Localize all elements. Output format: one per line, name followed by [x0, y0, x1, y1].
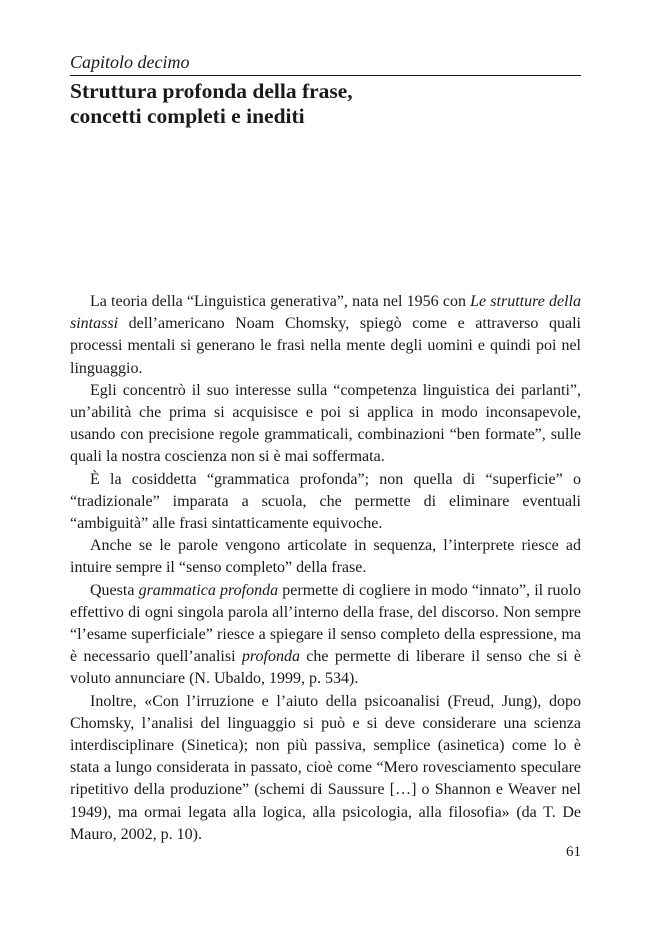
body-paragraph — [70, 291, 581, 380]
text-run: permette di cogliere in modo “innato”, il ruolo effettivo di ogni singola parola all’interno della frase, del discorso. Non sempre “l’esame superficiale” riesce a spiegare il senso completo della espressione, ma è necessario quell’analisi — [70, 581, 582, 666]
body-paragraph — [70, 469, 581, 536]
italic-text: Le strutture della sintassi — [70, 293, 582, 333]
text-run: dell’americano Noam Chomsky, spiegò come e attraverso quali processi mentali si generano le frasi nella mente degli uomini e quindi poi nel linguaggio. — [70, 315, 581, 377]
chapter-title-line: Struttura profonda della frase, — [70, 79, 353, 103]
body-text — [70, 291, 581, 846]
page-number: 61 — [566, 844, 581, 860]
text-run: che permette di liberare il senso che si è voluto annunciare (N. Ubaldo, 1999, p. 534). — [70, 648, 581, 688]
text-run: La teoria della “Linguistica generativa”, nata nel 1956 con — [90, 293, 471, 310]
chapter-label: Capitolo decimo — [70, 52, 190, 72]
body-paragraph — [70, 535, 581, 579]
chapter-title — [70, 79, 581, 129]
italic-text: profonda — [241, 648, 300, 666]
body-paragraph — [70, 580, 581, 691]
text-run: Anche se le parole vengono articolate in sequenza, l’interprete riesce ad intuire sempre il “senso completo” della frase. — [70, 537, 581, 577]
text-run: Questa — [90, 581, 139, 599]
text-run: È la cosiddetta “grammatica profonda”; non quella di “superficie” o “tradizionale” imparata a scuola, che permette di eliminare eventuali “ambiguità” alle frasi sintatticamente equivoche. — [70, 470, 581, 533]
chapter-title-line: concetti completi e inediti — [70, 104, 305, 128]
italic-text: grammatica profonda — [138, 581, 279, 599]
header-rule — [70, 75, 581, 76]
body-paragraph — [70, 691, 581, 846]
body-paragraph — [70, 380, 581, 469]
text-run: Inoltre, «Con l’irruzione e l’aiuto della psicoanalisi (Freud, Jung), dopo Chomsky, l’analisi del linguaggio si può e si deve considerare una scienza interdisciplinare (Sinetica); non più passiva, semplice (asinetica) come lo è stata a lungo considerata in passato, cioè come “Mero rovesciamento speculare ripetitivo della produzione” (schemi di Saussure […] o Shannon e Weaver nel 1949), ma ormai legata alla logica, alla psicologia, alla filosofia» (da T. De Mauro, 2002, p. 10). — [70, 692, 581, 843]
text-run: Egli concentrò il suo interesse sulla “competenza linguistica dei parlanti”, un’abilità che prima si acquisisce e poi si applica in modo inconsapevole, usando con precisione regole grammaticali, combinazioni “ben formate”, sulle quali la nostra coscienza non si è mai soffermata. — [70, 381, 581, 466]
